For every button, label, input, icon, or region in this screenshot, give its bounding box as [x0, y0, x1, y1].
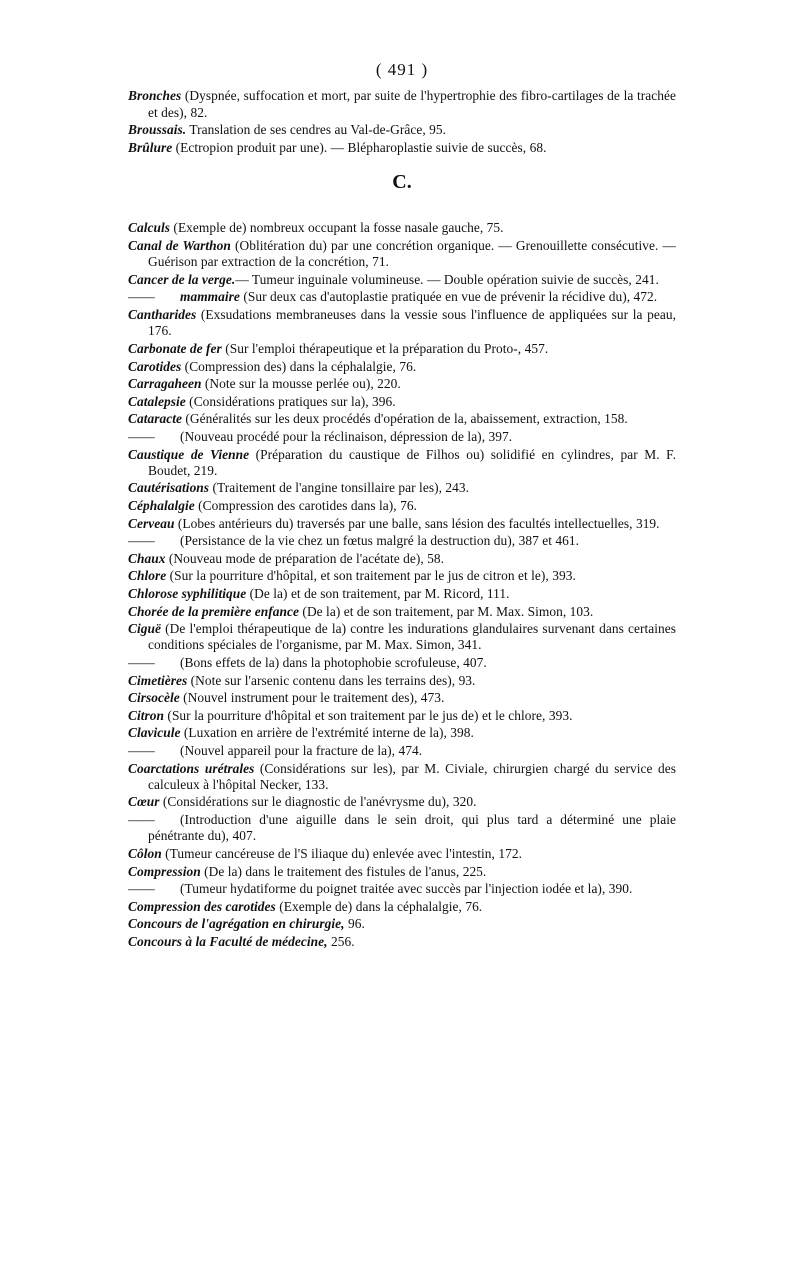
entry-text: (Nouveau procédé pour la réclinaison, dépression de la), 397. [180, 428, 513, 444]
entry-heading: Brûlure [128, 139, 173, 155]
entry-text: (Introduction d'une aiguille dans le sein droit, qui plus tard a déterminé une plaie pénétrante du), 407. [148, 812, 676, 844]
entry-heading: Cerveau [128, 515, 175, 531]
index-entry [128, 411, 676, 427]
index-entry [128, 881, 676, 897]
entry-heading: Chlorose syphilitique [128, 585, 247, 601]
entry-heading: Concours de l'agrégation en chirurgie, [128, 916, 345, 932]
page-number: ( 491 ) [375, 60, 429, 79]
entry-heading: Chaux [128, 550, 166, 566]
entry-text: (Note sur l'arsenic contenu dans les terrains des), 93. [187, 672, 476, 688]
entry-heading: Catalepsie [128, 393, 186, 409]
index-entry [128, 289, 676, 305]
entry-text: (Dyspnée, suffocation et mort, par suite de l'hypertrophie des fibro-cartilages de la trachée et des), 82. [148, 88, 676, 120]
entry-text: 96. [344, 916, 365, 932]
index-entry [128, 447, 676, 480]
index-entry [128, 621, 676, 654]
entry-text: (De l'emploi thérapeutique de la) contre les indurations glandulaires survenant dans certaines conditions spéciales de l'organisme, par M. Max. Simon, 341. [148, 621, 676, 653]
entry-text: Translation de ses cendres au Val-de-Grâce, 95. [186, 122, 447, 138]
entry-text: (Lobes antérieurs du) traversés par une balle, sans lésion des facultés intellectuelles, 319. [174, 515, 660, 531]
entry-text: (Note sur la mousse perlée ou), 220. [201, 376, 401, 392]
entry-text: (Considérations sur le diagnostic de l'anévrysme du), 320. [159, 794, 477, 810]
entry-heading: Compression [128, 863, 201, 879]
entry-text: (Sur la pourriture d'hôpital, et son traitement par le jus de citron et le), 393. [166, 568, 576, 584]
index-section-b [128, 88, 676, 156]
entry-heading: Cimetières [128, 672, 188, 688]
index-page [128, 62, 676, 952]
entry-text: (Nouveau mode de préparation de l'acétate de), 58. [165, 550, 445, 566]
repeat-dash: —— [128, 289, 155, 305]
index-entry [128, 533, 676, 549]
index-entry [128, 220, 676, 236]
repeat-dash: —— [128, 655, 155, 671]
index-entry [128, 708, 676, 724]
entry-heading: Clavicule [128, 725, 181, 741]
entry-heading: Cantharides [128, 307, 197, 323]
index-entry [128, 916, 676, 932]
entry-text: — Tumeur inguinale volumineuse. — Double opération suivie de succès, 241. [235, 271, 659, 287]
entry-heading: Cautérisations [128, 480, 210, 496]
repeat-dash: —— [128, 533, 155, 549]
repeat-dash: —— [128, 812, 155, 828]
index-entry [128, 673, 676, 689]
entry-text: (Sur la pourriture d'hôpital et son traitement par le jus de) et le chlore, 393. [164, 707, 573, 723]
index-entry [128, 341, 676, 357]
section-letter-heading: C. [392, 171, 412, 194]
index-entry [128, 122, 676, 138]
entry-text: (Exsudations membraneuses dans la vessie sous l'influence de appliquées sur la peau, 176. [148, 307, 676, 339]
entry-heading: Cœur [128, 794, 160, 810]
index-entry [128, 846, 676, 862]
entry-heading: Canal de Warthon [128, 237, 231, 253]
index-entry [128, 359, 676, 375]
entry-text: (Tumeur cancéreuse de l'S iliaque du) enlevée avec l'intestin, 172. [161, 845, 522, 861]
index-entry [128, 238, 676, 271]
index-entry [128, 690, 676, 706]
entry-heading: Carragaheen [128, 376, 202, 392]
index-entry [128, 761, 676, 794]
entry-heading: Chorée de la première enfance [128, 603, 300, 619]
index-entry [128, 394, 676, 410]
entry-heading: Céphalalgie [128, 497, 195, 513]
repeat-dash: —— [128, 743, 155, 758]
index-entry [128, 498, 676, 514]
entry-text: (Compression des) dans la céphalalgie, 76. [181, 358, 417, 374]
index-entry [128, 812, 676, 845]
entry-text: (Compression des carotides dans la), 76. [194, 497, 417, 513]
entry-text: (Luxation en arrière de l'extrémité interne de la), 398. [180, 725, 474, 741]
index-entry [128, 551, 676, 567]
entry-heading: Carbonate de fer [128, 340, 222, 356]
entry-text: (Sur l'emploi thérapeutique et la préparation du Proto-, 457. [221, 340, 549, 356]
entry-text: (Préparation du caustique de Filhos ou) solidifié en cylindres, par M. F. Boudet, 219. [148, 446, 676, 478]
entry-heading: Bronches [128, 88, 182, 104]
entry-text: (Oblitération du) par une concrétion organique. — Grenouillette consécutive. — Guérison par extraction de la concrétion, 71. [148, 237, 676, 270]
index-entry [128, 568, 676, 584]
index-entry [128, 864, 676, 880]
entry-text: (Bons effets de la) dans la photophobie scrofuleuse, 407. [180, 655, 487, 671]
index-entry [128, 376, 676, 392]
entry-heading: Cirsocèle [128, 690, 180, 706]
index-entry [128, 88, 676, 121]
entry-text: 256. [327, 933, 355, 949]
entry-heading: Cataracte [128, 411, 183, 427]
entry-text: (Traitement de l'angine tonsillaire par les), 243. [209, 480, 470, 496]
index-entry [128, 516, 676, 532]
index-entry [128, 604, 676, 620]
entry-heading: Coarctations urétrales [128, 760, 255, 776]
index-section-c [128, 220, 676, 950]
entry-heading: Cancer de la verge. [128, 271, 236, 287]
entry-heading: Carotides [128, 358, 182, 374]
entry-text: (Nouvel appareil pour la fracture de la), 474. [180, 743, 423, 758]
entry-text: (Persistance de la vie chez un fœtus malgré la destruction du), 387 et 461. [180, 533, 580, 549]
index-entry [128, 934, 676, 950]
entry-heading: Chlore [128, 568, 167, 584]
entry-text: (Exemple de) nombreux occupant la fosse nasale gauche, 75. [170, 220, 504, 236]
repeat-dash: —— [128, 428, 155, 444]
entry-text: (De la) et de son traitement, par M. Max. Simon, 103. [299, 603, 594, 619]
index-entry [128, 743, 676, 759]
entry-text: (De la) dans le traitement des fistules de l'anus, 225. [200, 863, 487, 879]
entry-heading: Côlon [128, 845, 162, 861]
entry-text: (Considérations pratiques sur la), 396. [185, 393, 396, 409]
index-entry [128, 480, 676, 496]
index-entry [128, 725, 676, 741]
index-entry [128, 899, 676, 915]
entry-heading: Concours à la Faculté de médecine, [128, 933, 328, 949]
repeat-dash: —— [128, 881, 155, 897]
entry-heading: mammaire [180, 289, 240, 305]
entry-text: (Généralités sur les deux procédés d'opération de la, abaissement, extraction, 158. [182, 411, 628, 427]
entry-text: (Sur deux cas d'autoplastie pratiquée en vue de prévenir la récidive du), 472. [239, 289, 658, 305]
entry-heading: Citron [128, 707, 165, 723]
index-entry [128, 794, 676, 810]
entry-text: (Ectropion produit par une). — Blépharoplastie suivie de succès, 68. [172, 139, 547, 155]
index-entry [128, 307, 676, 340]
entry-heading: Ciguë [128, 621, 161, 637]
index-entry [128, 429, 676, 445]
index-entry [128, 272, 676, 288]
entry-text: (Exemple de) dans la céphalalgie, 76. [275, 898, 483, 914]
entry-text: (Tumeur hydatiforme du poignet traitée avec succès par l'injection iodée et la), 390. [180, 881, 633, 897]
entry-heading: Caustique de Vienne [128, 446, 250, 462]
index-entry [128, 655, 676, 671]
entry-heading: Compression des carotides [128, 898, 276, 914]
entry-text: (Nouvel instrument pour le traitement des), 473. [179, 690, 445, 706]
entry-text: (Considérations sur les), par M. Civiale, chirurgien chargé du service des calculeux à l'hôpital Necker, 133. [148, 760, 676, 792]
entry-heading: Broussais. [128, 122, 187, 138]
entry-heading: Calculs [128, 220, 171, 236]
entry-text: (De la) et de son traitement, par M. Ricord, 111. [246, 585, 510, 601]
index-entry [128, 140, 676, 156]
index-entry [128, 586, 676, 602]
